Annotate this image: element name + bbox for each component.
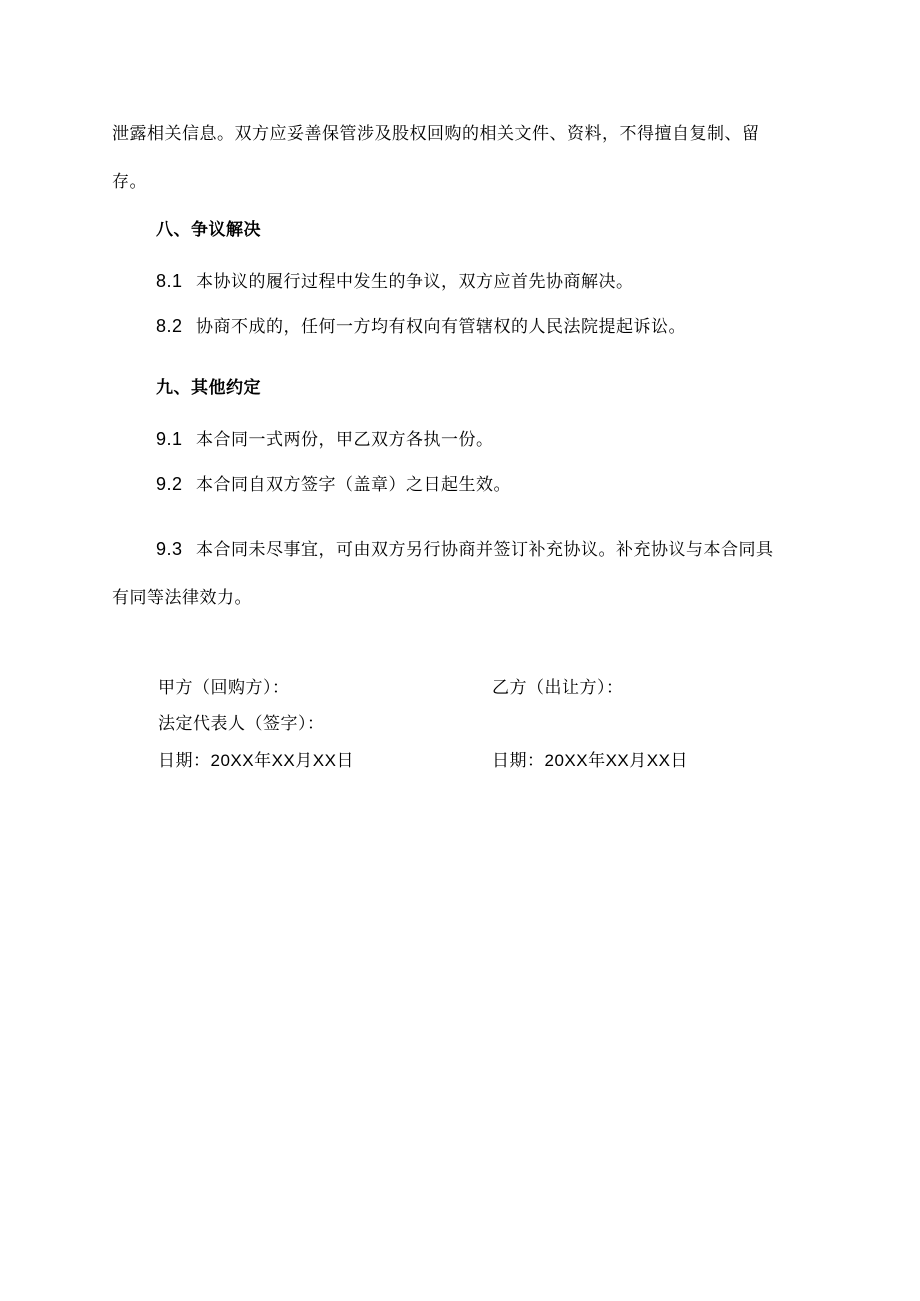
date-label: 日期： — [492, 751, 545, 771]
clause-number: 9.2 — [156, 474, 183, 494]
section-9-heading: 九、其他约定 — [156, 378, 261, 398]
clause-9-3-continuation: 有同等法律效力。 — [112, 588, 252, 608]
paragraph-continuation-line2: 存。 — [112, 172, 147, 192]
clause-number: 9.1 — [156, 429, 183, 449]
clause-text: 本协议的履行过程中发生的争议，双方应首先协商解决。 — [196, 272, 634, 292]
date-label: 日期： — [158, 751, 211, 771]
clause-text: 协商不成的，任何一方均有权向有管辖权的人民法院提起诉讼。 — [196, 317, 686, 337]
date-b — [492, 750, 688, 772]
clause-8-1 — [156, 270, 634, 293]
clause-8-2 — [156, 315, 686, 338]
clause-text: 本合同一式两份，甲乙双方各执一份。 — [196, 430, 494, 450]
date-value: 20XX年XX月XX日 — [210, 751, 354, 770]
clause-9-2 — [156, 473, 511, 496]
clause-number: 8.2 — [156, 316, 183, 336]
legal-rep-label: 法定代表人（签字）： — [158, 714, 325, 734]
paragraph-continuation-line1: 泄露相关信息。双方应妥善保管涉及股权回购的相关文件、资料，不得擅自复制、留 — [112, 124, 760, 144]
clause-number: 9.3 — [156, 539, 183, 559]
date-value: 20XX年XX月XX日 — [544, 751, 688, 770]
clause-text: 本合同自双方签字（盖章）之日起生效。 — [196, 475, 511, 495]
clause-number: 8.1 — [156, 271, 183, 291]
clause-9-3 — [156, 538, 774, 561]
party-b-label: 乙方（出让方）： — [492, 678, 624, 698]
party-a-label: 甲方（回购方）： — [158, 678, 290, 698]
date-a — [158, 750, 354, 772]
section-8-heading: 八、争议解决 — [156, 220, 261, 240]
clause-text: 本合同未尽事宜，可由双方另行协商并签订补充协议。补充协议与本合同具 — [196, 540, 774, 560]
clause-9-1 — [156, 428, 494, 451]
